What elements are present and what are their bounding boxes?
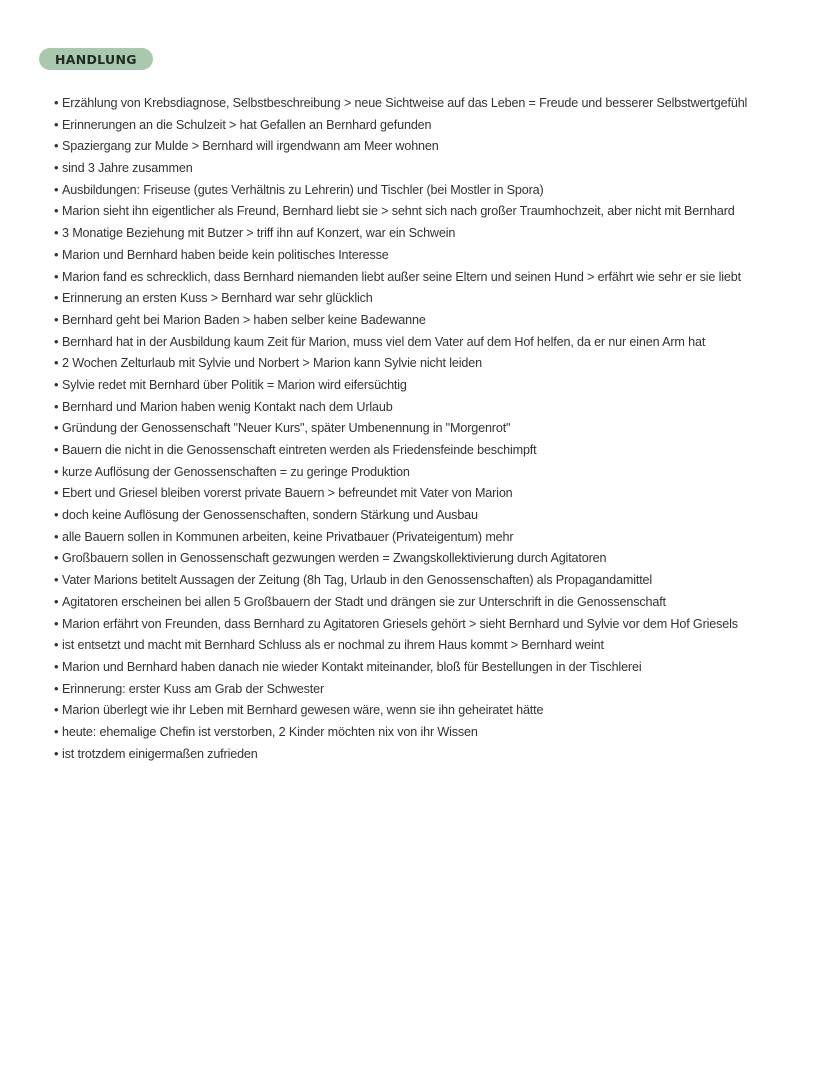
bullet-icon: •: [54, 376, 59, 392]
list-item-text: Ausbildungen: Friseuse (gutes Verhältnis zu Lehrerin) und Tischler (bei Mostler in Spora): [62, 182, 544, 197]
list-item: [54, 526, 814, 548]
bullet-icon: •: [54, 550, 59, 566]
list-item: [54, 678, 814, 700]
list-item-text: doch keine Auflösung der Genossenschaften, sondern Stärkung und Ausbau: [62, 508, 478, 523]
bullet-icon: •: [54, 615, 59, 631]
list-item: [54, 157, 814, 179]
list-item: [54, 374, 814, 396]
list-item: [54, 461, 814, 483]
bullet-icon: •: [54, 225, 59, 241]
bullet-icon: •: [54, 95, 59, 110]
list-item: [54, 331, 814, 353]
bullet-icon: •: [54, 246, 59, 262]
list-item-text: Marion fand es schrecklich, dass Bernhard niemanden liebt außer seine Eltern und seinen Hund > erfährt wie sehr er sie liebt: [62, 269, 741, 284]
list-item: [54, 309, 814, 331]
list-item-text: sind 3 Jahre zusammen: [62, 161, 193, 176]
list-item: [54, 591, 814, 613]
bullet-icon: •: [54, 528, 59, 544]
list-item-text: kurze Auflösung der Genossenschaften = zu geringe Produktion: [62, 464, 410, 479]
bullet-icon: •: [54, 637, 59, 653]
plot-summary-list: [54, 92, 814, 764]
list-item-text: Bernhard hat in der Ausbildung kaum Zeit für Marion, muss viel dem Vater auf dem Hof helfen, da er nur einen Arm hat: [62, 334, 706, 349]
bullet-icon: •: [54, 572, 59, 588]
list-item: [54, 504, 814, 526]
list-item: [54, 569, 814, 591]
list-item-text: Spaziergang zur Mulde > Bernhard will irgendwann am Meer wohnen: [62, 139, 439, 154]
list-item: [54, 439, 814, 461]
bullet-icon: •: [54, 138, 59, 154]
bullet-icon: •: [54, 420, 59, 436]
list-item-text: ist entsetzt und macht mit Bernhard Schluss als er nochmal zu ihrem Haus kommt > Bernhard weint: [62, 638, 604, 653]
list-item-text: Erinnerung: erster Kuss am Grab der Schwester: [62, 681, 325, 696]
list-item: [54, 266, 814, 288]
list-item-text: Bernhard geht bei Marion Baden > haben selber keine Badewanne: [62, 312, 426, 327]
bullet-icon: •: [54, 290, 59, 306]
list-item-text: Marion und Bernhard haben beide kein politisches Interesse: [62, 247, 389, 262]
list-item: [54, 482, 814, 504]
list-item: [54, 352, 814, 374]
list-item-text: alle Bauern sollen in Kommunen arbeiten, keine Privatbauer (Privateigentum) mehr: [62, 529, 514, 544]
bullet-icon: •: [54, 116, 59, 132]
list-item: [54, 634, 814, 656]
bullet-icon: •: [54, 745, 59, 761]
list-item: [54, 417, 814, 439]
list-item-text: Marion sieht ihn eigentlicher als Freund, Bernhard liebt sie > sehnt sich nach großer Traumhochzeit, aber nicht mit Bernhard: [62, 204, 735, 219]
list-item: [54, 699, 814, 721]
list-item: [54, 396, 814, 418]
bullet-icon: •: [54, 160, 59, 176]
list-item: [54, 200, 814, 222]
list-item-text: 3 Monatige Beziehung mit Butzer > triff ihn auf Konzert, war ein Schwein: [62, 226, 456, 241]
list-item: [54, 721, 814, 743]
list-item-text: Gründung der Genossenschaft "Neuer Kurs", später Umbenennung in "Morgenrot": [62, 421, 511, 436]
bullet-icon: •: [54, 203, 59, 219]
list-item: [54, 613, 814, 635]
list-item-text: Erzählung von Krebsdiagnose, Selbstbeschreibung > neue Sichtweise auf das Leben = Freude und besserer Selbstwertgefühl: [62, 96, 748, 110]
list-item: [54, 244, 814, 266]
bullet-icon: •: [54, 593, 59, 609]
list-item: [54, 179, 814, 201]
list-item-text: Großbauern sollen in Genossenschaft gezwungen werden = Zwangskollektivierung durch Agitatoren: [62, 551, 607, 566]
bullet-icon: •: [54, 702, 59, 718]
bullet-icon: •: [54, 463, 59, 479]
section-heading: HANDLUNG: [55, 51, 137, 67]
bullet-icon: •: [54, 485, 59, 501]
bullet-icon: •: [54, 680, 59, 696]
list-item: [54, 287, 814, 309]
bullet-icon: •: [54, 658, 59, 674]
list-item-text: Bernhard und Marion haben wenig Kontakt nach dem Urlaub: [62, 399, 393, 414]
list-item: [54, 92, 814, 114]
list-item-text: Bauern die nicht in die Genossenschaft eintreten werden als Friedensfeinde beschimpft: [62, 443, 537, 457]
list-item-text: Sylvie redet mit Bernhard über Politik = Marion wird eifersüchtig: [62, 377, 407, 392]
bullet-icon: •: [54, 442, 59, 457]
bullet-icon: •: [54, 398, 59, 414]
bullet-icon: •: [54, 181, 59, 197]
list-item: [54, 135, 814, 157]
list-item-text: Erinnerung an ersten Kuss > Bernhard war sehr glücklich: [62, 291, 373, 306]
list-item-text: 2 Wochen Zelturlaub mit Sylvie und Norbert > Marion kann Sylvie nicht leiden: [62, 356, 482, 371]
bullet-icon: •: [54, 723, 59, 739]
list-item: [54, 114, 814, 136]
list-item-text: Marion und Bernhard haben danach nie wieder Kontakt miteinander, bloß für Bestellungen in der Tischlerei: [62, 659, 642, 674]
bullet-icon: •: [54, 355, 59, 371]
section-heading-badge: [39, 48, 153, 70]
list-item-text: heute: ehemalige Chefin ist verstorben, 2 Kinder möchten nix von ihr Wissen: [62, 724, 478, 739]
list-item: [54, 743, 814, 765]
list-item-text: Marion erfährt von Freunden, dass Bernhard zu Agitatoren Griesels gehört > sieht Bernhard und Sylvie vor dem Hof Griesels: [62, 616, 738, 631]
list-item: [54, 656, 814, 678]
list-item-text: Vater Marions betitelt Aussagen der Zeitung (8h Tag, Urlaub in den Genossenschaften) als Propagandamittel: [62, 573, 653, 588]
list-item-text: ist trotzdem einigermaßen zufrieden: [62, 746, 258, 761]
list-item: [54, 547, 814, 569]
bullet-icon: •: [54, 311, 59, 327]
list-item-text: Marion überlegt wie ihr Leben mit Bernhard gewesen wäre, wenn sie ihn geheiratet hätte: [62, 703, 544, 718]
list-item: [54, 222, 814, 244]
bullet-icon: •: [54, 507, 59, 523]
list-item-text: Agitatoren erscheinen bei allen 5 Großbauern der Stadt und drängen sie zur Unterschrift in die Genossenschaft: [62, 594, 666, 609]
bullet-icon: •: [54, 268, 59, 284]
list-item-text: Erinnerungen an die Schulzeit > hat Gefallen an Bernhard gefunden: [62, 117, 432, 132]
list-item-text: Ebert und Griesel bleiben vorerst private Bauern > befreundet mit Vater von Marion: [62, 486, 513, 501]
bullet-icon: •: [54, 333, 59, 349]
